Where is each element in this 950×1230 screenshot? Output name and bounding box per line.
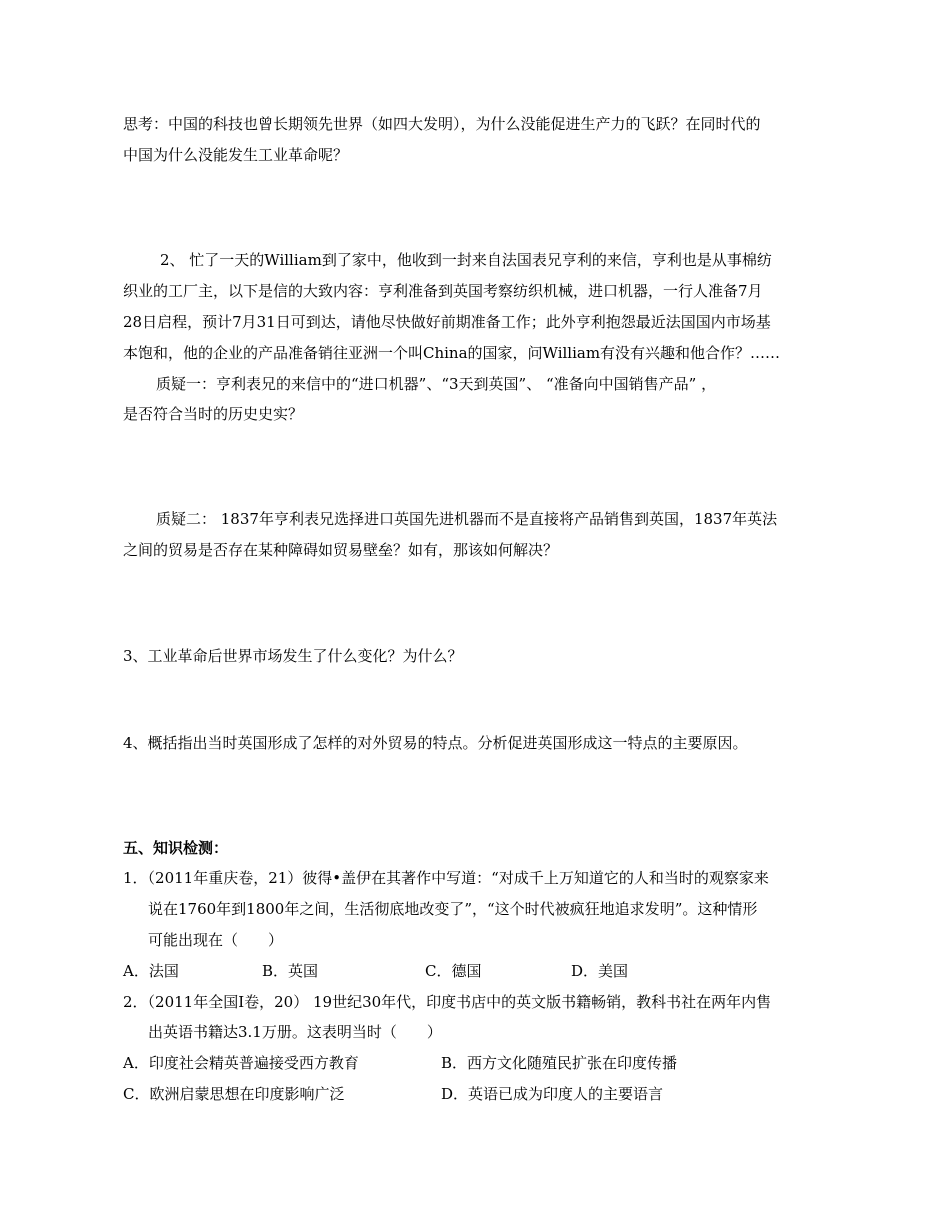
section5-heading: 五、知识检测： (123, 839, 229, 857)
mcq1-line-3: 可能出现在（ ） (148, 931, 284, 949)
mcq1-line-1: 1．（2011年重庆卷，21）彼得•盖伊在其著作中写道：“对成千上万知道它的人和当时的观察家来 (123, 869, 769, 887)
mcq1-option-d: D．美国 (571, 962, 629, 980)
mcq2-option-d: D．英语已成为印度人的主要语言 (441, 1085, 664, 1103)
q2-doubt2-line-1: 质疑二： 1837年亨利表兄选择进口英国先进机器而不是直接将产品销售到英国，1837年英法 (156, 510, 778, 528)
mcq2-line-1: 2．（2011年全国I卷，20） 19世纪30年代，印度书店中的英文版书籍畅销，教科书社在两年内售 (123, 993, 772, 1011)
q2-line-2: 织业的工厂主，以下是信的大致内容：亨利准备到英国考察纺织机械，进口机器，一行人准备7月 (123, 282, 763, 300)
thinking-line-1: 思考：中国的科技也曾长期领先世界（如四大发明），为什么没能促进生产力的飞跃？在同时代的 (123, 115, 761, 133)
thinking-line-2: 中国为什么没能发生工业革命呢？ (123, 146, 349, 164)
mcq1-option-c: C．德国 (425, 962, 482, 980)
mcq1-option-a: A．法国 (123, 962, 179, 980)
q2-line-3: 28日启程，预计7月31日可到达，请他尽快做好前期准备工作；此外亨利抱怨最近法国国内市场基 (123, 313, 771, 331)
q2-doubt2-line-2: 之间的贸易是否存在某种障碍如贸易壁垒？如有，那该如何解决？ (123, 541, 559, 559)
q2-line-4: 本饱和，他的企业的产品准备销往亚洲一个叫China的国家，问William有没有兴趣和他合作？…… (123, 344, 781, 362)
mcq1-option-b: B．英国 (262, 962, 319, 980)
mcq2-line-2: 出英语书籍达3.1万册。这表明当时（ ） (148, 1023, 442, 1041)
q2-line-1: 2、 忙了一天的William到了家中，他收到一封来自法国表兄亨利的来信，亨利也是从事棉纺 (160, 251, 772, 269)
q2-doubt1-line-1: 质疑一：亨利表兄的来信中的“进口机器”、“3天到英国”、 “准备向中国销售产品” ， (156, 375, 717, 393)
mcq2-option-a: A．印度社会精英普遍接受西方教育 (123, 1054, 359, 1072)
q4-text: 4、概括指出当时英国形成了怎样的对外贸易的特点。分析促进英国形成这一特点的主要原因。 (123, 734, 748, 752)
q2-doubt1-line-2: 是否符合当时的历史史实？ (123, 405, 304, 423)
mcq1-line-2: 说在1760年到1800年之间，生活彻底地改变了”，“这个时代被疯狂地追求发明”。这种情形 (148, 900, 758, 918)
mcq2-option-b: B．西方文化随殖民扩张在印度传播 (441, 1054, 678, 1072)
mcq2-option-c: C．欧洲启蒙思想在印度影响广泛 (123, 1085, 345, 1103)
q3-text: 3、工业革命后世界市场发生了什么变化？为什么？ (123, 647, 463, 665)
